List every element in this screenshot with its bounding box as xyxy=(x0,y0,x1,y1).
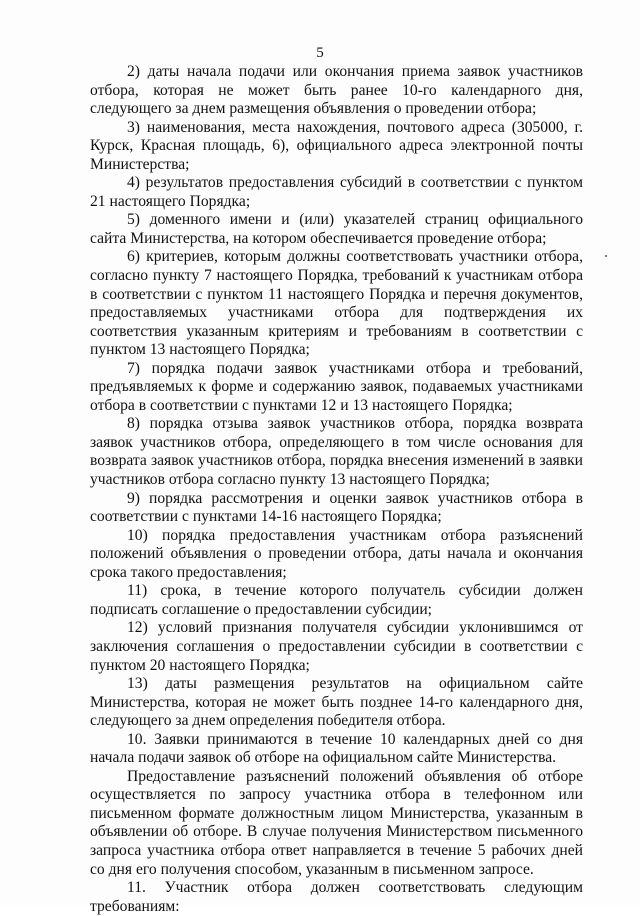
paragraph-item-3: 3) наименования, места нахождения, почтового адреса (305000, г. Курск, Красная площадь, 6), официального адреса электронной почты Министерства; xyxy=(90,118,583,173)
paragraph-clause-11: 11. Участник отбора должен соответствовать следующим требованиям: xyxy=(90,879,583,915)
paragraph-item-11: 11) срока, в течение которого получатель субсидии должен подписать соглашение о предоставлении субсидии; xyxy=(90,582,583,618)
paragraph-item-6: 6) критериев, которым должны соответствовать участники отбора, согласно пункту 7 настоящего Порядка, требований к участникам отбора в соответствии с пунктом 11 настоящего Порядка и перечня документов, предоставляемых участниками отбора для подтверждения их соответствия указанным критериям и требованиям в соответствии с пунктом 13 настоящего Порядка; xyxy=(90,248,583,359)
paragraph-clarifications: Предоставление разъяснений положений объявления об отборе осуществляется по запросу участника отбора в телефонном или письменном формате должностным лицом Министерства, указанным в объявлении об отборе. В случае получения Министерством письменного запроса участника отбора ответ направляется в течение 5 рабочих дней со дня его получения способом, указанным в письменном запросе. xyxy=(90,767,583,878)
page-number: 5 xyxy=(316,45,324,61)
paragraph-clause-10: 10. Заявки принимаются в течение 10 календарных дней со дня начала подачи заявок об отборе на официальном сайте Министерства. xyxy=(90,730,583,767)
paragraph-item-8: 8) порядка отзыва заявок участников отбора, порядка возврата заявок участников отбора, определяющего в том числе основания для возврата заявок участников отбора, порядка внесения изменений в заявки участников отбора согласно пункту 13 настоящего Порядка; xyxy=(90,415,583,489)
paragraph-item-7: 7) порядка подачи заявок участниками отбора и требований, предъявляемых к форме и содержанию заявок, подаваемых участниками отбора в соответствии с пунктами 12 и 13 настоящего Порядка; xyxy=(90,359,583,414)
paragraph-item-4: 4) результатов предоставления субсидий в соответствии с пунктом 21 настоящего Порядка; xyxy=(90,174,583,210)
document-body xyxy=(90,63,583,916)
paragraph-item-5: 5) доменного имени и (или) указателей страниц официального сайта Министерства, на котором обеспечивается проведение отбора; xyxy=(90,211,583,247)
paragraph-item-13: 13) даты размещения результатов на официальном сайте Министерства, которая не может быть позднее 14-го календарного дня, следующего за днем определения победителя отбора. xyxy=(90,675,583,730)
paragraph-item-12: 12) условий признания получателя субсидии уклонившимся от заключения соглашения о предоставлении субсидии в соответствии с пунктом 20 настоящего Порядка; xyxy=(90,619,583,674)
paragraph-item-9: 9) порядка рассмотрения и оценки заявок участников отбора в соответствии с пунктами 14-16 настоящего Порядка; xyxy=(90,489,583,526)
paragraph-item-10: 10) порядка предоставления участникам отбора разъяснений положений объявления о проведении отбора, даты начала и окончания срока такого предоставления; xyxy=(90,526,583,581)
scan-speck xyxy=(605,255,607,257)
paragraph-item-2: 2) даты начала подачи или окончания приема заявок участников отбора, которая не может быть ранее 10-го календарного дня, следующего за днем размещения объявления о проведении отбора; xyxy=(90,63,583,118)
